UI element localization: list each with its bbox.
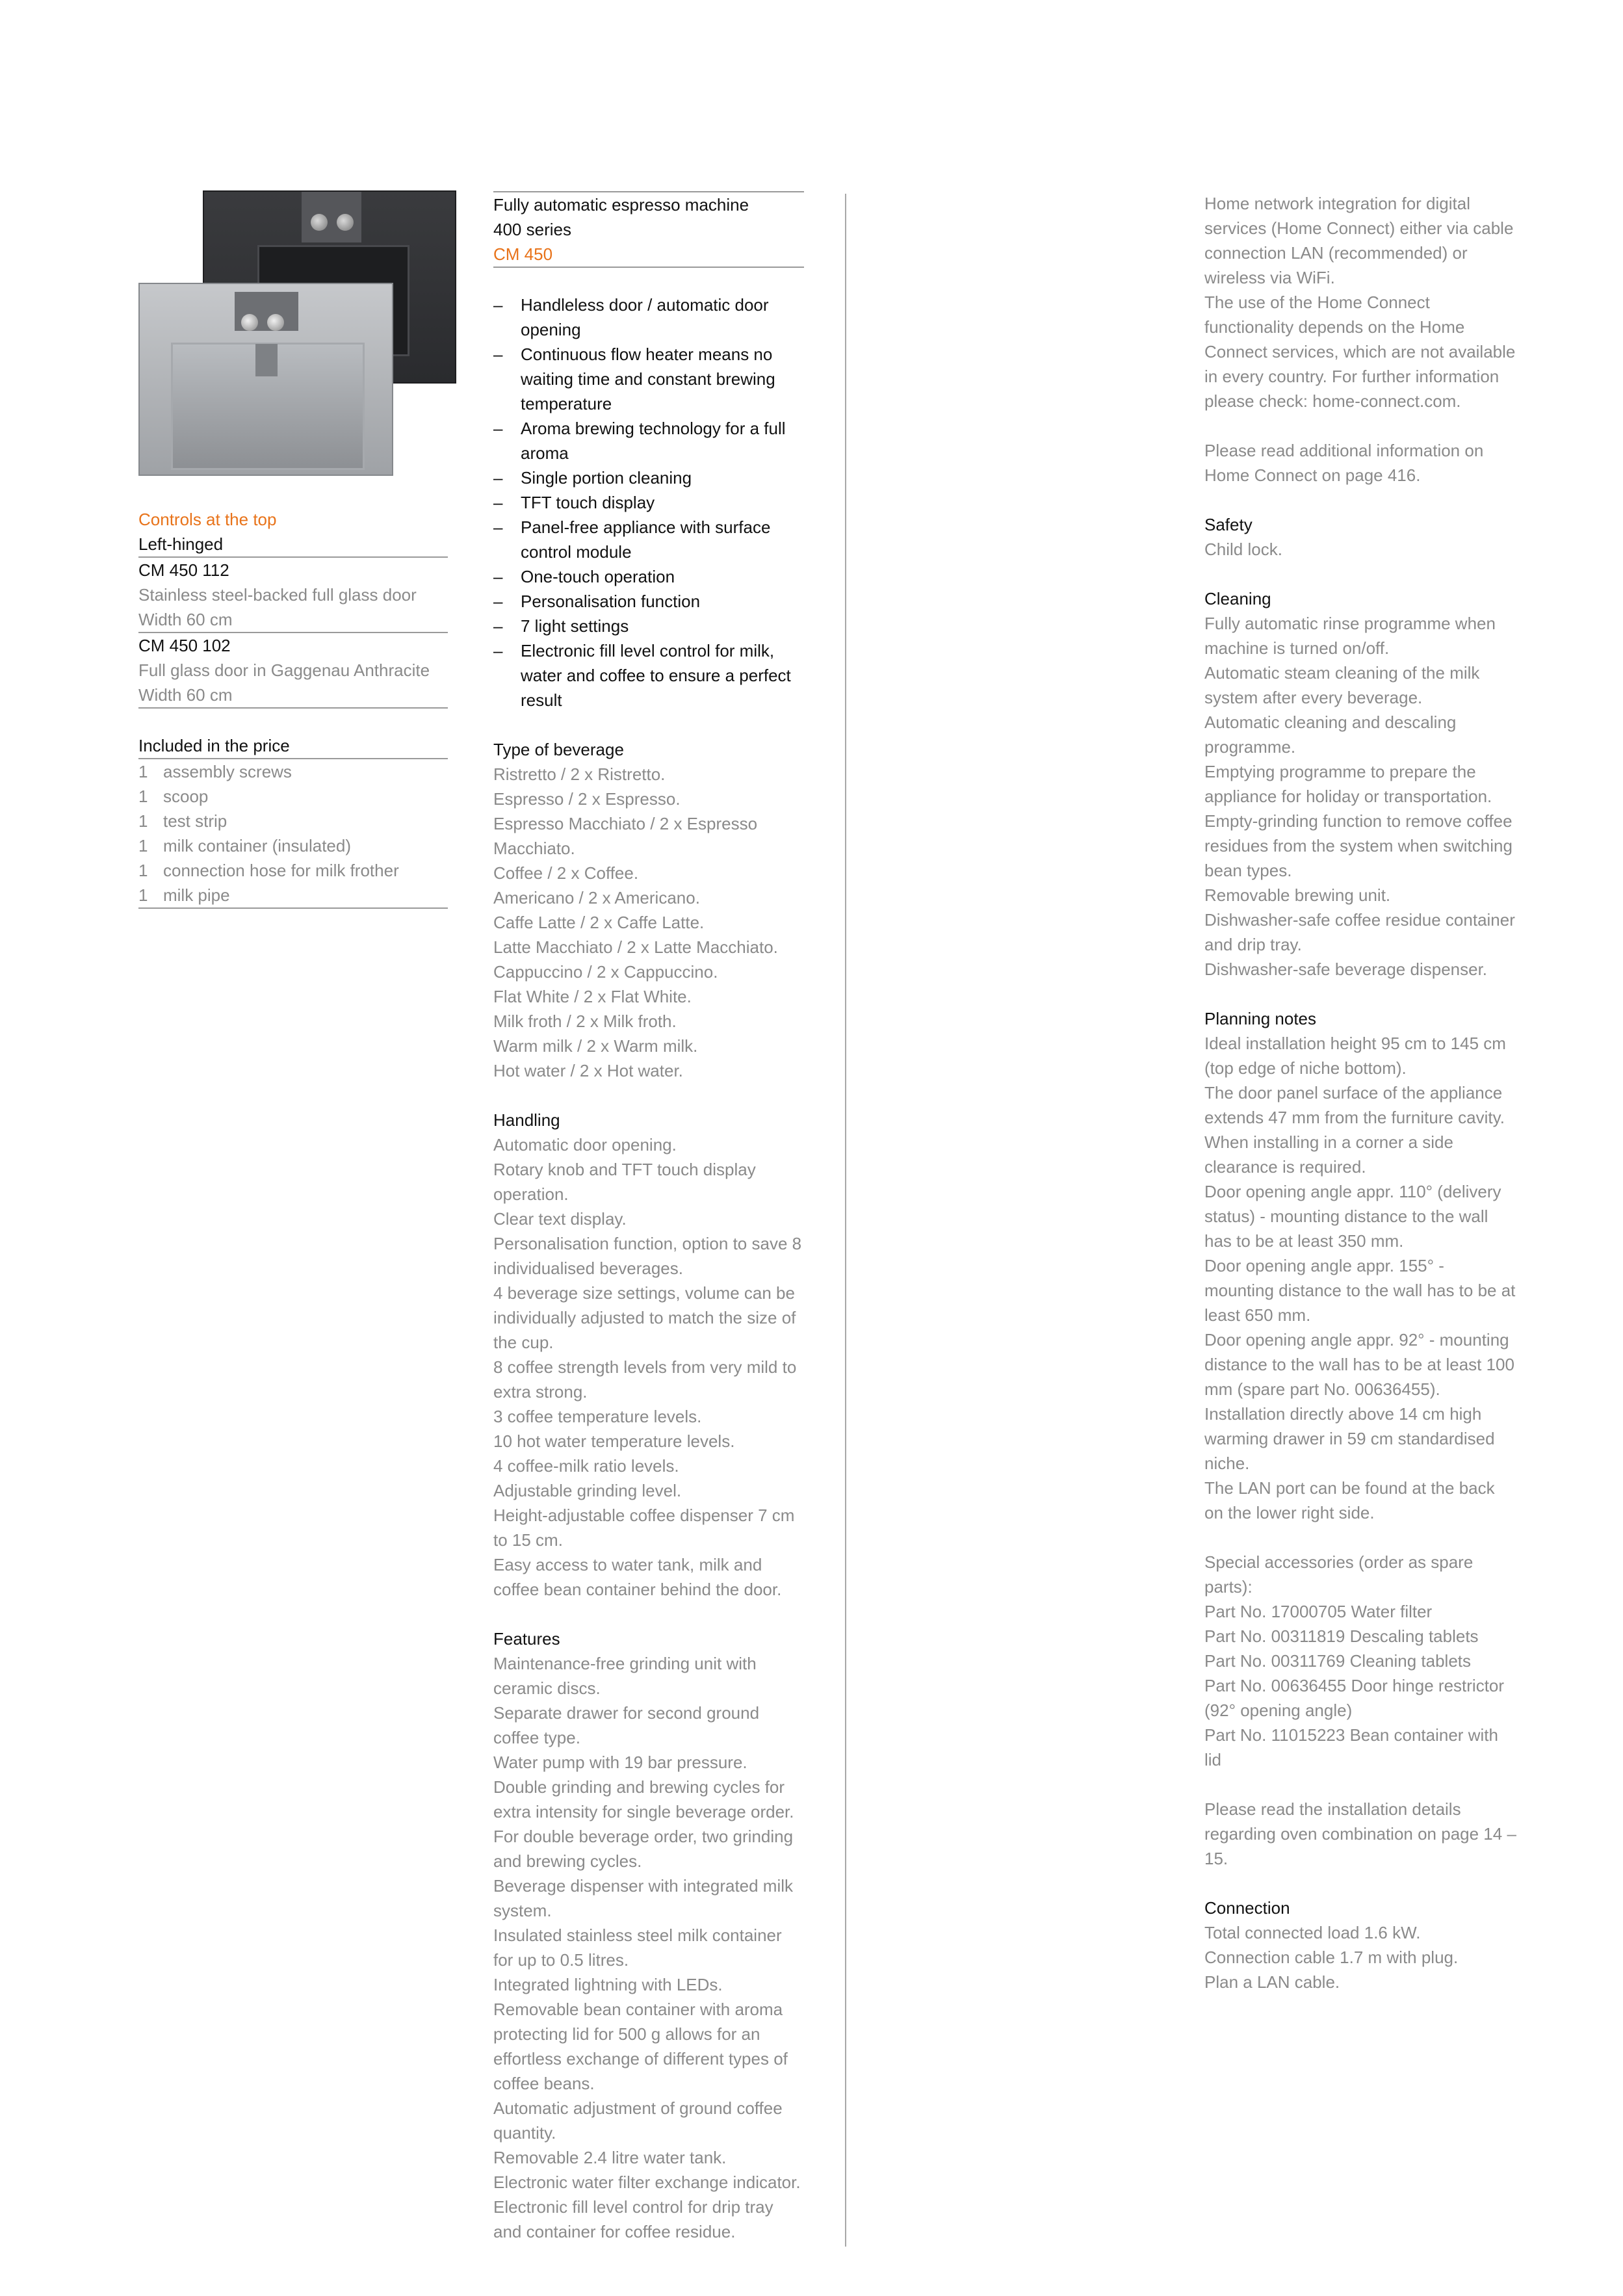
section-heading: Type of beverage (493, 740, 624, 759)
feature-bullet: – Aroma brewing technology for a full aroma (493, 416, 804, 465)
accessories-list (1204, 1599, 1516, 1772)
included-qty: 1 (138, 762, 148, 781)
included-item (138, 759, 448, 784)
section-line: 4 coffee-milk ratio levels. (493, 1456, 679, 1476)
model-description: Stainless steel-backed full glass door (138, 585, 417, 605)
section-heading: Planning notes (1204, 1009, 1317, 1028)
section-line: Integrated lightning with LEDs. (493, 1975, 723, 1994)
section-line: Rotary knob and TFT touch display operation. (493, 1160, 756, 1204)
included-label: test strip (163, 811, 227, 831)
column-divider (845, 194, 846, 2247)
section-line: Door opening angle appr. 155° - mounting distance to the wall has to be at least 650 mm. (1204, 1256, 1516, 1325)
accessory-item: Part No. 17000705 Water filter (1204, 1602, 1433, 1621)
included-qty: 1 (138, 787, 148, 806)
included-label: milk container (insulated) (163, 836, 352, 855)
accessory-item: Part No. 11015223 Bean container with lid (1204, 1725, 1498, 1769)
section-line: Caffe Latte / 2 x Caffe Latte. (493, 913, 705, 932)
section-line: Automatic steam cleaning of the milk system after every beverage. (1204, 663, 1480, 707)
middle-sections (493, 737, 804, 2244)
section-line: Automatic cleaning and descaling programme. (1204, 712, 1457, 757)
rotary-knob-icon (241, 314, 258, 331)
section-line: Beverage dispenser with integrated milk system. (493, 1876, 794, 1920)
section-heading: Safety (1204, 515, 1253, 534)
feature-bullet: – Electronic fill level control for milk, water and coffee to ensure a perfect result (493, 638, 804, 712)
section-line: Ristretto / 2 x Ristretto. (493, 764, 666, 784)
right-sections (1204, 512, 1516, 1525)
section-line: Espresso / 2 x Espresso. (493, 789, 681, 809)
accessory-item: Part No. 00636455 Door hinge restrictor (92° opening angle) (1204, 1676, 1505, 1720)
included-label: connection hose for milk frother (163, 861, 399, 880)
section-line: Door opening angle appr. 110° (delivery status) - mounting distance to the wall has to be at least 350 mm. (1204, 1182, 1501, 1251)
feature-bullet: – 7 light settings (493, 614, 804, 638)
included-qty: 1 (138, 811, 148, 831)
feature-bullets (493, 293, 804, 712)
model-code: CM 450 112 (138, 560, 229, 580)
spec-section (1204, 1006, 1516, 1525)
section-line: Height-adjustable coffee dispenser 7 cm to 15 cm. (493, 1506, 795, 1550)
included-item (138, 809, 448, 833)
section-line: Installation directly above 14 cm high warming drawer in 59 cm standardised niche. (1204, 1404, 1495, 1473)
section-line: 10 hot water temperature levels. (493, 1431, 735, 1451)
accessories-heading: Special accessories (order as spare parts): (1204, 1552, 1474, 1597)
section-line: Clear text display. (493, 1209, 627, 1229)
model-width: Width 60 cm (138, 685, 233, 705)
section-line: Easy access to water tank, milk and coffee bean container behind the door. (493, 1555, 782, 1599)
feature-bullet: – Personalisation function (493, 589, 804, 614)
included-heading: Included in the price (138, 733, 448, 759)
product-model: CM 450 (493, 242, 804, 268)
section-line: Ideal installation height 95 cm to 145 cm (top edge of niche bottom). (1204, 1034, 1506, 1078)
section-line: Insulated stainless steel milk container for up to 0.5 litres. (493, 1925, 782, 1970)
model-entry (138, 558, 448, 633)
model-width: Width 60 cm (138, 610, 233, 629)
section-line: Automatic door opening. (493, 1135, 677, 1155)
home-connect-intro (1204, 191, 1516, 413)
section-line: Warm milk / 2 x Warm milk. (493, 1036, 698, 1056)
feature-bullet: – Handleless door / automatic door opening (493, 293, 804, 342)
section-line: Electronic fill level control for drip tray and container for coffee residue. (493, 2197, 773, 2241)
connection-lines (1204, 1920, 1516, 1994)
included-item (138, 833, 448, 858)
spec-section (1204, 512, 1516, 562)
hinge-label: Left-hinged (138, 532, 448, 558)
rotary-knob-icon (267, 314, 284, 331)
section-line: 4 beverage size settings, volume can be individually adjusted to match the size of the cup. (493, 1283, 796, 1352)
spec-section (493, 1626, 804, 2244)
section-line: 3 coffee temperature levels. (493, 1407, 702, 1426)
feature-bullet: – TFT touch display (493, 490, 804, 515)
spec-section (1204, 586, 1516, 982)
section-heading: Handling (493, 1110, 560, 1130)
section-line: Coffee / 2 x Coffee. (493, 863, 639, 883)
section-line: Maintenance-free grinding unit with ceramic discs. (493, 1654, 757, 1698)
product-image-stainless (138, 283, 393, 476)
connection-line: Plan a LAN cable. (1204, 1972, 1340, 1992)
included-qty: 1 (138, 836, 148, 855)
section-heading: Cleaning (1204, 589, 1271, 608)
section-heading: Features (493, 1629, 560, 1649)
rotary-knob-icon (311, 214, 328, 231)
included-qty: 1 (138, 885, 148, 905)
section-line: Cappuccino / 2 x Cappuccino. (493, 962, 718, 982)
section-line: Removable 2.4 litre water tank. (493, 2148, 727, 2167)
spec-section (493, 737, 804, 1083)
section-line: Emptying programme to prepare the appliance for holiday or transportation. (1204, 762, 1492, 806)
section-line: When installing in a corner a side clearance is required. (1204, 1132, 1453, 1177)
accessory-item: Part No. 00311819 Descaling tablets (1204, 1626, 1479, 1646)
section-line: Flat White / 2 x Flat White. (493, 987, 692, 1006)
intro-line: The use of the Home Connect functionality depends on the Home Connect services, which are not available in every country. For further information please check: home-connect.com. (1204, 293, 1516, 411)
controls-heading: Controls at the top (138, 510, 277, 529)
section-line: Espresso Macchiato / 2 x Espresso Macchiato. (493, 814, 758, 858)
included-list (138, 759, 448, 909)
section-line: Latte Macchiato / 2 x Latte Macchiato. (493, 937, 778, 957)
installation-note: Please read the installation details regarding oven combination on page 14 – 15. (1204, 1799, 1516, 1868)
product-series: 400 series (493, 220, 571, 239)
included-item (138, 858, 448, 883)
connection-line: Connection cable 1.7 m with plug. (1204, 1948, 1459, 1967)
included-item (138, 883, 448, 907)
right-column (1204, 191, 1516, 1994)
section-line: Milk froth / 2 x Milk froth. (493, 1011, 677, 1031)
intro-line: Home network integration for digital services (Home Connect) either via cable connection LAN (recommended) or wireless via WiFi. (1204, 194, 1514, 287)
product-title: Fully automatic espresso machine (493, 195, 749, 215)
section-line: The door panel surface of the appliance extends 47 mm from the furniture cavity. (1204, 1083, 1505, 1127)
model-entry (138, 633, 448, 709)
section-line: Double grinding and brewing cycles for extra intensity for single beverage order. For double beverage order, two grinding and brewing cycles. (493, 1777, 794, 1871)
section-line: Empty-grinding function to remove coffee residues from the system when switching bean types. (1204, 811, 1513, 880)
feature-bullet: – Single portion cleaning (493, 465, 804, 490)
included-item (138, 784, 448, 809)
included-label: assembly screws (163, 762, 292, 781)
section-line: Personalisation function, option to save 8 individualised beverages. (493, 1234, 802, 1278)
section-line: Separate drawer for second ground coffee type. (493, 1703, 760, 1747)
feature-bullet: – Panel-free appliance with surface control module (493, 515, 804, 564)
middle-column (493, 191, 804, 2244)
section-line: Adjustable grinding level. (493, 1481, 682, 1500)
model-list (138, 558, 448, 709)
product-header (493, 191, 804, 268)
left-column (138, 507, 448, 909)
section-line: Fully automatic rinse programme when machine is turned on/off. (1204, 614, 1496, 658)
beverage-dispenser (255, 344, 278, 376)
section-line: 8 coffee strength levels from very mild to extra strong. (493, 1357, 797, 1402)
section-line: Removable bean container with aroma protecting lid for 500 g allows for an effortless exchange of different types of coffee beans. (493, 2000, 788, 2093)
accessory-item: Part No. 00311769 Cleaning tablets (1204, 1651, 1472, 1671)
feature-bullet: – Continuous flow heater means no waiting time and constant brewing temperature (493, 342, 804, 416)
feature-bullet: – One-touch operation (493, 564, 804, 589)
section-line: Water pump with 19 bar pressure. (493, 1753, 747, 1772)
included-label: milk pipe (163, 885, 230, 905)
section-line: Door opening angle appr. 92° - mounting distance to the wall has to be at least 100 mm (spare part No. 00636455). (1204, 1330, 1514, 1399)
section-line: Automatic adjustment of ground coffee quantity. (493, 2098, 783, 2143)
section-line: Child lock. (1204, 540, 1282, 559)
connection-heading: Connection (1204, 1898, 1290, 1918)
home-connect-note: Please read additional information on Home Connect on page 416. (1204, 441, 1484, 485)
rotary-knob-icon (337, 214, 354, 231)
control-panel (302, 192, 361, 242)
section-line: Electronic water filter exchange indicator. (493, 2172, 801, 2192)
connection-line: Total connected load 1.6 kW. (1204, 1923, 1421, 1942)
model-description: Full glass door in Gaggenau Anthracite (138, 660, 430, 680)
spec-section (493, 1108, 804, 1602)
included-label: scoop (163, 787, 209, 806)
section-line: The LAN port can be found at the back on the lower right side. (1204, 1478, 1495, 1522)
included-qty: 1 (138, 861, 148, 880)
section-line: Hot water / 2 x Hot water. (493, 1061, 683, 1080)
section-line: Americano / 2 x Americano. (493, 888, 700, 907)
section-line: Removable brewing unit. (1204, 885, 1391, 905)
model-code: CM 450 102 (138, 636, 231, 655)
section-line: Dishwasher-safe coffee residue container and drip tray. (1204, 910, 1515, 954)
section-line: Dishwasher-safe beverage dispenser. (1204, 959, 1488, 979)
